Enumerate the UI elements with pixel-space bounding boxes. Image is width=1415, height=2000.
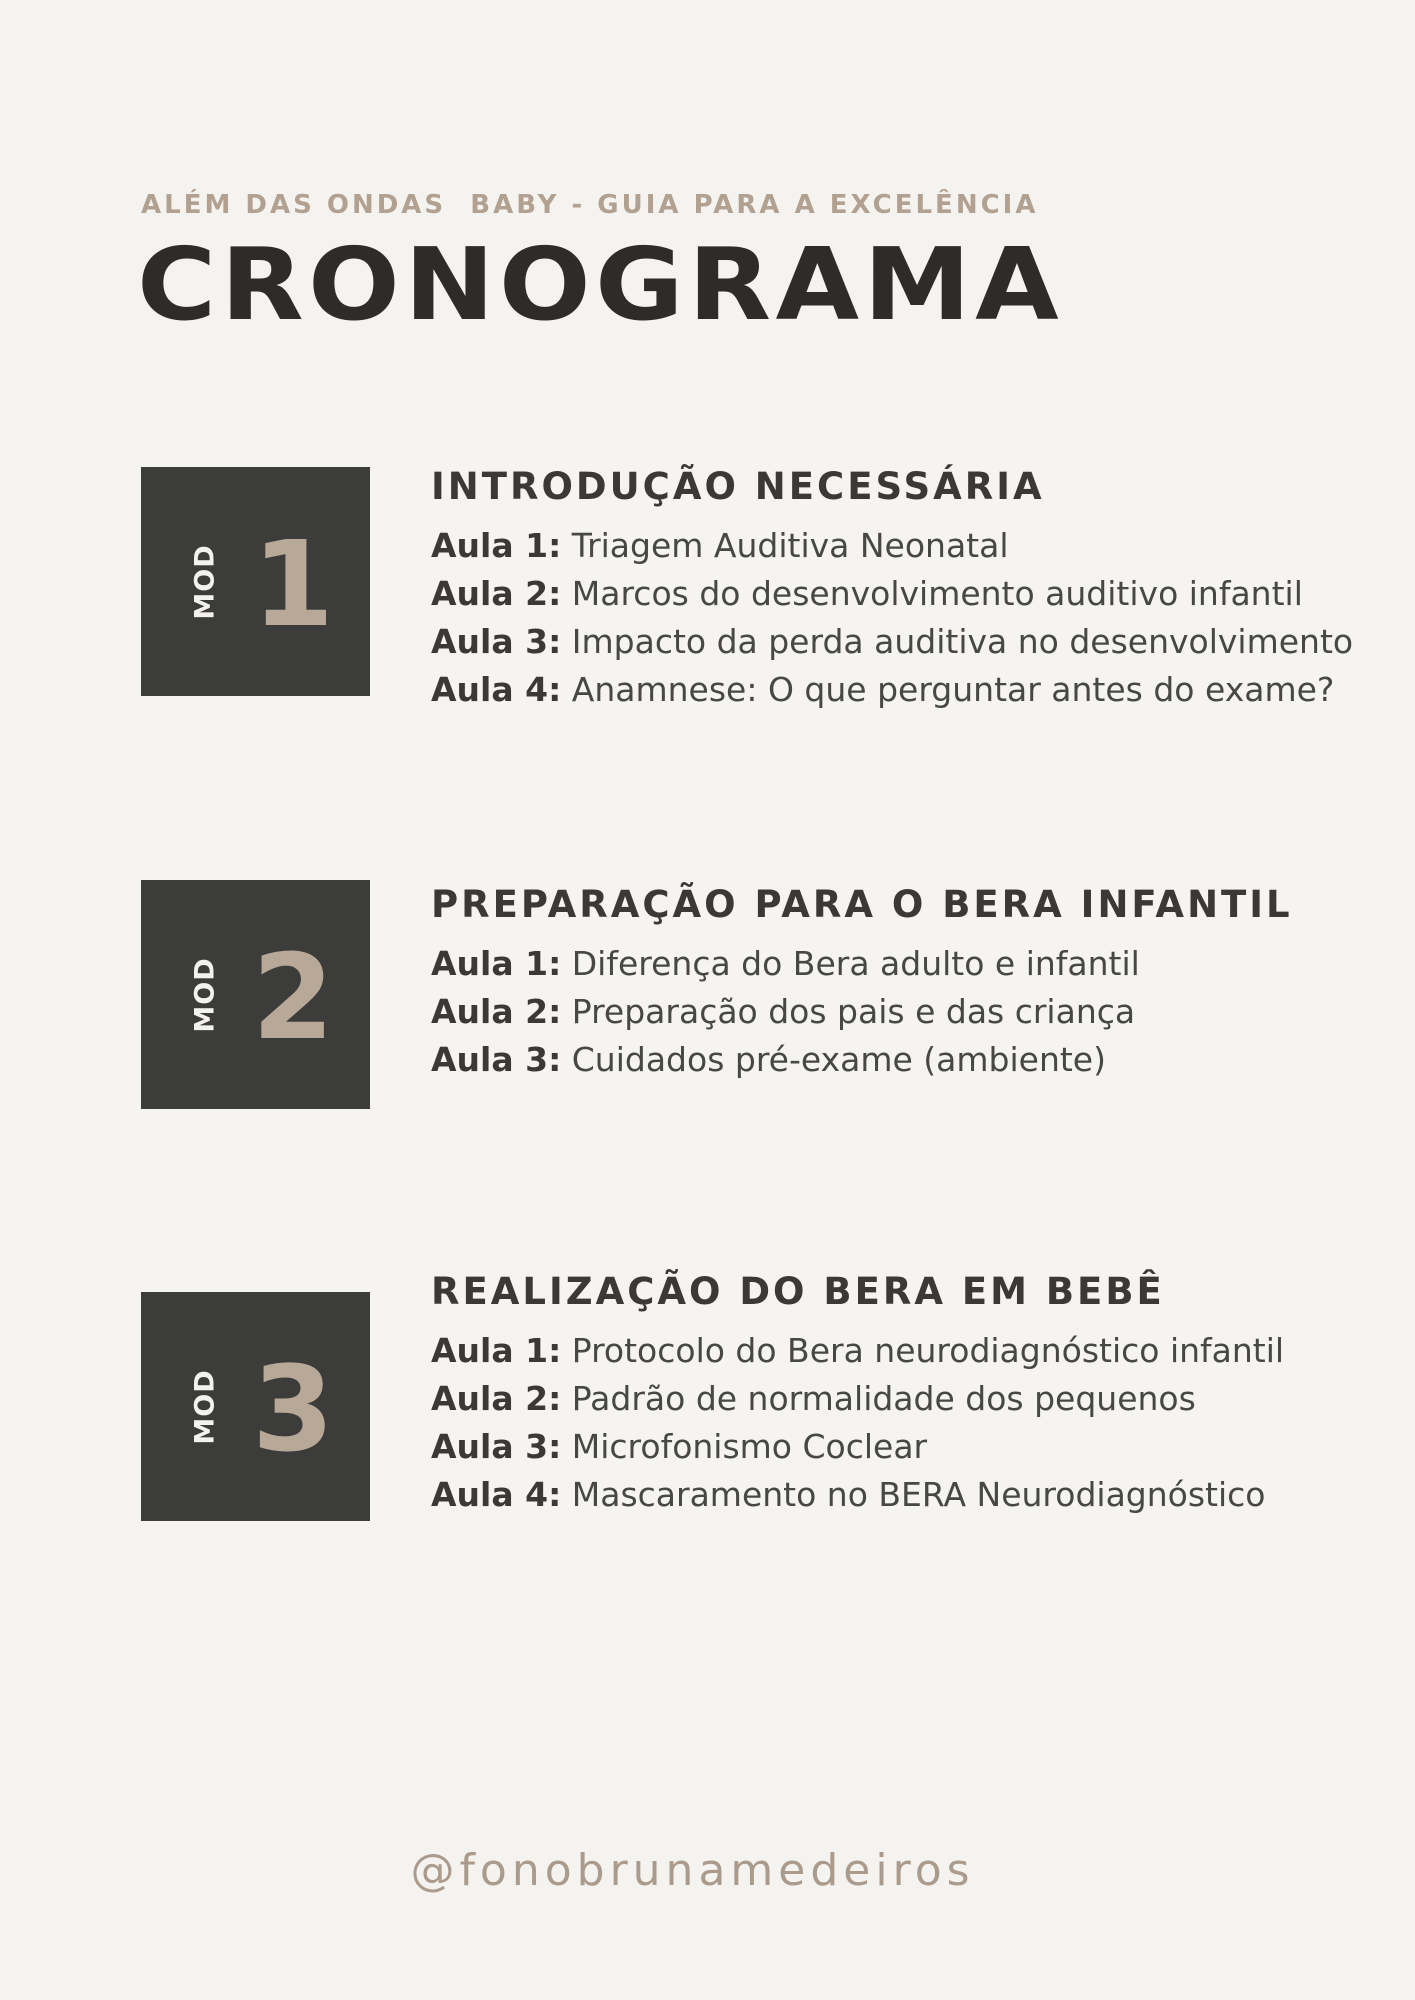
lesson-item xyxy=(431,1423,1351,1471)
lesson-label: Aula 4: xyxy=(431,670,562,709)
module-title: PREPARAÇÃO PARA O BERA INFANTIL xyxy=(431,883,1293,926)
module-label: MOD xyxy=(189,1369,221,1445)
lesson-text: Marcos do desenvolvimento auditivo infantil xyxy=(571,574,1303,613)
lesson-label: Aula 2: xyxy=(431,992,562,1031)
lesson-item xyxy=(431,1375,1351,1423)
module-label: MOD xyxy=(189,544,221,620)
module-content xyxy=(431,1267,1351,1519)
lesson-item xyxy=(431,1471,1351,1519)
module-content xyxy=(431,462,1354,714)
lesson-text: Cuidados pré-exame (ambiente) xyxy=(571,1040,1106,1079)
lesson-label: Aula 1: xyxy=(431,944,562,983)
lesson-text: Microfonismo Coclear xyxy=(571,1427,928,1466)
page-title: CRONOGRAMA xyxy=(137,226,1064,343)
module-badge xyxy=(141,1292,370,1521)
lesson-label: Aula 2: xyxy=(431,1379,562,1418)
lesson-label: Aula 1: xyxy=(431,1331,562,1370)
lesson-item xyxy=(431,1327,1351,1375)
module-title: REALIZAÇÃO DO BERA EM BEBÊ xyxy=(431,1270,1165,1313)
lesson-text: Protocolo do Bera neurodiagnóstico infantil xyxy=(571,1331,1285,1370)
module-badge xyxy=(141,880,370,1109)
module-title: INTRODUÇÃO NECESSÁRIA xyxy=(431,465,1045,508)
lesson-item xyxy=(431,666,1351,714)
module-badge xyxy=(141,467,370,696)
lesson-item xyxy=(431,940,1351,988)
lesson-item xyxy=(431,988,1351,1036)
lesson-label: Aula 2: xyxy=(431,574,562,613)
module-number: 1 xyxy=(251,515,335,653)
lesson-text: Preparação dos pais e das criança xyxy=(571,992,1136,1031)
module-number: 2 xyxy=(251,928,335,1066)
lesson-item xyxy=(431,618,1354,666)
lesson-text: Impacto da perda auditiva no desenvolvimento xyxy=(571,622,1354,661)
lesson-text: Padrão de normalidade dos pequenos xyxy=(571,1379,1196,1418)
lesson-text: Anamnese: O que perguntar antes do exame? xyxy=(571,670,1335,709)
lesson-text: Diferença do Bera adulto e infantil xyxy=(571,944,1140,983)
module-label: MOD xyxy=(189,957,221,1033)
social-handle: @fonobrunamedeiros xyxy=(410,1845,975,1896)
course-subtitle: ALÉM DAS ONDAS BABY - GUIA PARA A EXCELÊNCIA xyxy=(141,190,1039,220)
lesson-text: Mascaramento no BERA Neurodiagnóstico xyxy=(571,1475,1266,1514)
lesson-label: Aula 3: xyxy=(431,1040,562,1079)
lesson-label: Aula 3: xyxy=(431,622,562,661)
lesson-text: Triagem Auditiva Neonatal xyxy=(571,526,1009,565)
module-content xyxy=(431,880,1351,1084)
module-number: 3 xyxy=(251,1340,335,1478)
lesson-item xyxy=(431,570,1351,618)
lesson-item xyxy=(431,522,1351,570)
lesson-item xyxy=(431,1036,1351,1084)
lesson-label: Aula 1: xyxy=(431,526,562,565)
lesson-label: Aula 4: xyxy=(431,1475,562,1514)
lesson-label: Aula 3: xyxy=(431,1427,562,1466)
